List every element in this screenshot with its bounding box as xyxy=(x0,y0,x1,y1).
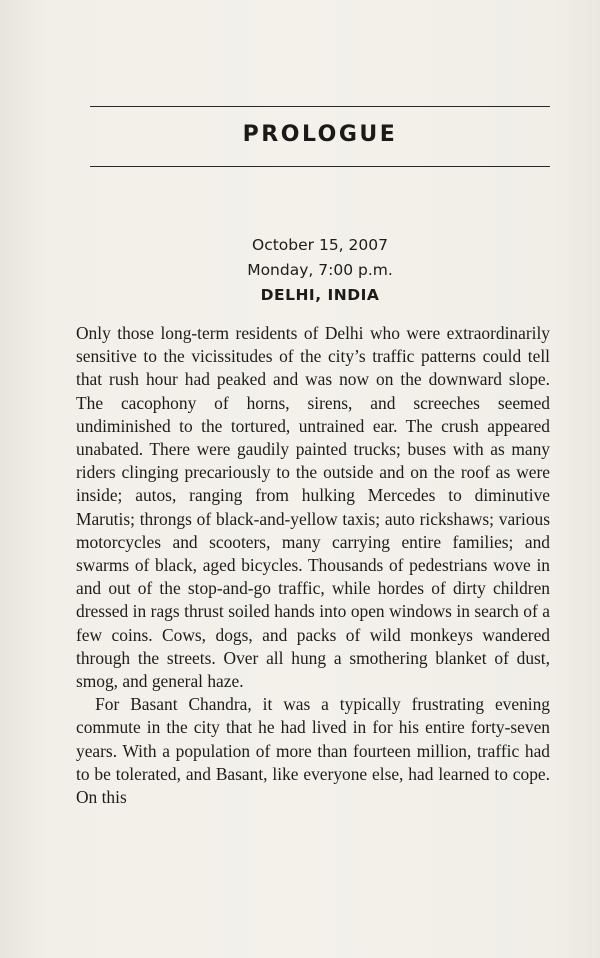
bottom-rule xyxy=(90,166,550,167)
dateline-time: Monday, 7:00 p.m. xyxy=(247,261,393,279)
dateline-place: DELHI, INDIA xyxy=(260,286,380,304)
dateline-date: October 15, 2007 xyxy=(252,236,388,254)
dateline xyxy=(90,233,550,308)
top-rule xyxy=(90,106,550,107)
paragraph: For Basant Chandra, it was a typically frustrating evening commute in the city that he had lived in for his entire forty-seven years. With a population of more than fourteen million, traffic had to be tolerated, and Basant, like everyone else, had learned to cope. On this xyxy=(76,694,550,808)
body-text xyxy=(76,322,550,809)
paragraph: Only those long-term residents of Delhi who were extraordinarily sensitive to the vicissitudes of the city’s traffic patterns could tell that rush hour had peaked and was now on the downward slope. The cacophony of horns, sirens, and screeches seemed undiminished to the tortured, untrained ear. The crush appeared unabated. There were gaudily painted trucks; buses with as many riders clinging precariously to the outside and on the roof as were inside; autos, ranging from hulking Mercedes to diminutive Marutis; throngs of black-and-yellow taxis; auto rickshaws; various motorcycles and scooters, many carrying entire families; and swarms of black, aged bicycles. Thousands of pedestrians wove in and out of the stop-and-go traffic, while hordes of dirty children dressed in rags thrust soiled hands into open windows in search of a few coins. Cows, dogs, and packs of wild monkeys wandered through the streets. Over all hung a smothering blanket of dust, smog, and general haze. xyxy=(76,323,550,692)
chapter-title: PROLOGUE xyxy=(242,122,398,147)
